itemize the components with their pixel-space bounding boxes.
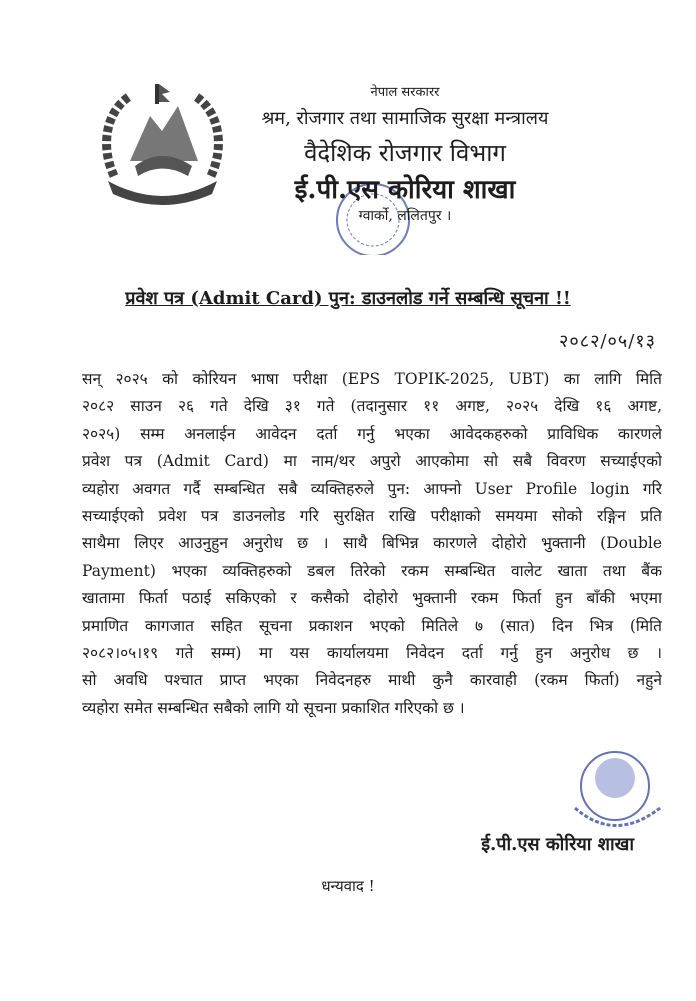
body-line: व्यहोरा अवगत गर्दै सम्बन्धित सबै व्यक्तिहरुले पुन: आफ्नो User Profile login गरि (82, 479, 662, 498)
body-line: २०८२ साउन २६ गते देखि ३१ गते (तदानुसार ११ अगष्ट, २०२५ देखि १६ अगष्ट, (82, 397, 662, 416)
body-line: प्रमाणित कागजात सहित सूचना प्रकाशन भएको मितिले ७ (सात) दिन भित्र (मिति (82, 616, 662, 635)
body-line: सच्याईएको प्रवेश पत्र डाउनलोड गरि सुरक्षित राखि परीक्षाको समयमा सोको रङ्गिन प्रति (82, 506, 662, 525)
ministry-name: श्रम, रोजगार तथा सामाजिक सुरक्षा मन्त्रालय (261, 108, 549, 129)
official-round-stamp-icon (560, 748, 670, 842)
body-line: २०८२।०५।१९ गते सम्म) मा यस कार्यालयमा निवेदन दर्ता गर्नु हुन अनुरोध छ । (82, 643, 662, 662)
closing-text: धन्यवाद ! (321, 877, 375, 895)
government-name: नेपाल सरकारर (370, 85, 440, 100)
body-line: प्रवेश पत्र (Admit Card) मा नाम/थर अपुरो आएकोमा सो सबै विवरण सच्याईएको (82, 452, 662, 471)
notice-title: प्रवेश पत्र (Admit Card) पुन: डाउनलोड गर्ने सम्बन्धि सूचना !! (125, 288, 571, 309)
body-line: साथैमा लिएर आउनुहुन अनुरोध छ । साथै बिभिन्न कारणले दोहोरो भुक्तानी (Double (82, 534, 662, 553)
body-line: व्यहोरा समेत सम्बन्धित सबैको लागि यो सूचना प्रकाशित गरिएको छ । (82, 698, 465, 717)
branch-name: ई.पी.एस कोरिया शाखा (294, 175, 516, 205)
department-name: वैदेशिक रोजगार विभाग (304, 139, 506, 167)
notice-body (82, 366, 662, 722)
body-line: सन् २०२५ को कोरियन भाषा परीक्षा (EPS TOPIK-2025, UBT) का लागि मिति (82, 370, 662, 388)
office-address: ग्वार्को, ललितपुर । (358, 208, 452, 224)
body-line: सो अवधि पश्चात प्राप्त भएका निवेदनहरु माथी कुनै कारवाही (रकम फिर्ता) नहुने (82, 671, 662, 690)
body-line: खातामा फिर्ता पठाई सकिएको र कसैको दोहोरो भुक्तानी रकम फिर्ता हुन बाँकी भएमा (82, 589, 662, 608)
signature-branch: ई.पी.एस कोरिया शाखा (481, 834, 634, 855)
nepal-government-emblem-icon (100, 76, 225, 215)
notice-date: २०८२/०५/१३ (558, 331, 656, 352)
body-line: Payment) भएका व्यक्तिहरुको डबल तिरेको रकम सम्बन्धित वालेट खाता तथा बैंक (82, 561, 662, 580)
body-line: २०२५) सम्म अनलाईन आवेदन दर्ता गर्नु भएका आवेदकहरुको प्राविधिक कारणले (82, 424, 662, 443)
